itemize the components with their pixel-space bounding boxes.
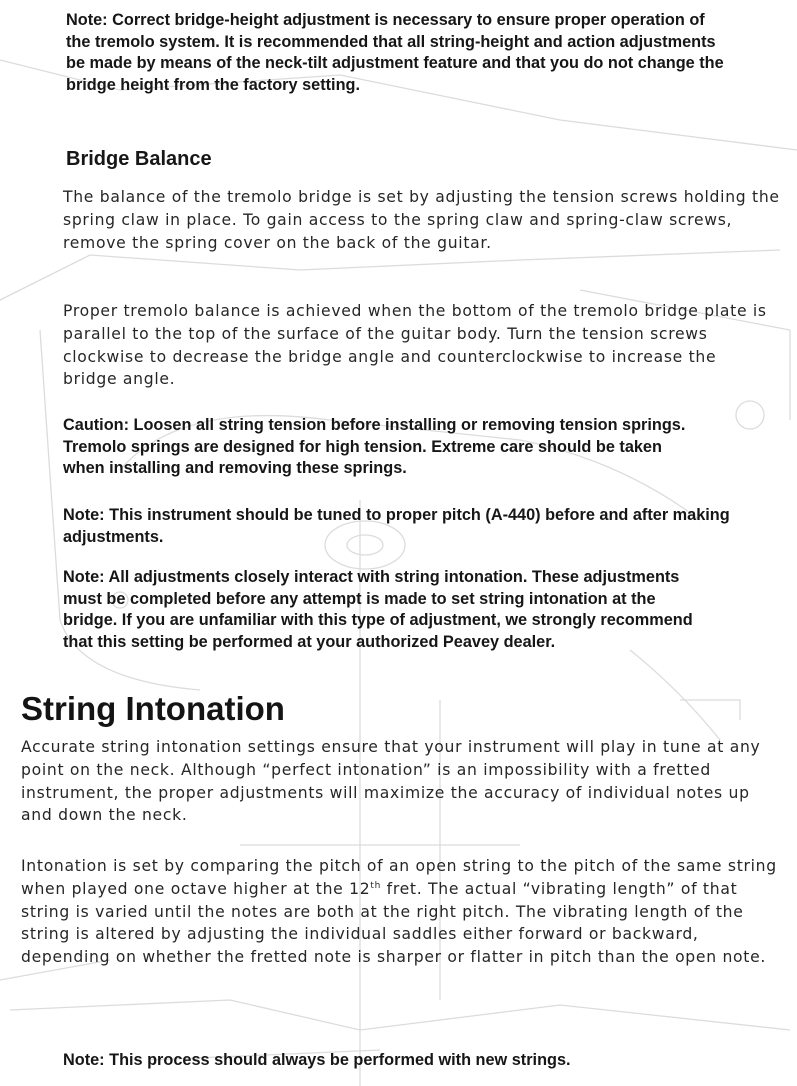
bridge-balance-paragraph-1: The balance of the tremolo bridge is set by adjusting the tension screws holding the spring claw in place. To gain access to the spring claw and spring-claw screws, remove the spring cover on the back of the guitar.: [63, 188, 780, 252]
bridge-balance-paragraph-2: Proper tremolo balance is achieved when the bottom of the tremolo bridge plate is parallel to the top of the surface of the guitar body. Turn the tension screws clockwise to decrease the bridge angle and counterclockwise to increase the bridge angle.: [63, 302, 767, 389]
note-adjustments-interact: Note: All adjustments closely interact with string intonation. These adjustments must be completed before any attempt is made to set string intonation at the bridge. If you are unfamiliar with this type of adjustment, we strongly recommend that this setting be performed at your authorized Peavey dealer.: [63, 568, 693, 651]
string-intonation-heading: String Intonation: [21, 690, 285, 727]
paragraph-2-text-start: Intonation is set by comparing the pitch of an open string to the pitch of the same string when played one octave higher at the 12: [21, 857, 777, 898]
note-bridge-height: Note: Correct bridge-height adjustment is necessary to ensure proper operation of the tremolo system. It is recommended that all string-height and action adjustments be made by means of the neck-tilt adjustment feature and that you do not change the bridge height from the factory setting.: [66, 11, 724, 94]
note-tuning-pitch: Note: This instrument should be tuned to proper pitch (A-440) before and after making adjustments.: [63, 506, 730, 546]
bridge-balance-heading: Bridge Balance: [66, 148, 212, 170]
note-new-strings: Note: This process should always be performed with new strings.: [63, 1051, 571, 1069]
paragraph-2-text-end: fret. The actual “vibrating length” of that string is varied until the notes are both at the right pitch. The vibrating length of the string is altered by adjusting the individual saddles either forward or backward, depending on whether the fretted note is sharper or flatter in pitch than the open note.: [21, 879, 767, 967]
caution-tension-springs: Caution: Loosen all string tension before installing or removing tension springs. Tremolo springs are designed for high tension. Extreme care should be taken when installing and removing these springs.: [63, 416, 686, 477]
ordinal-superscript: th: [370, 880, 381, 891]
string-intonation-paragraph-2: [21, 855, 781, 969]
string-intonation-paragraph-1: Accurate string intonation settings ensure that your instrument will play in tune at any point on the neck. Although “perfect intonation” is an impossibility with a fretted instrument, the proper adjustments will maximize the accuracy of individual notes up and down the neck.: [21, 738, 761, 825]
